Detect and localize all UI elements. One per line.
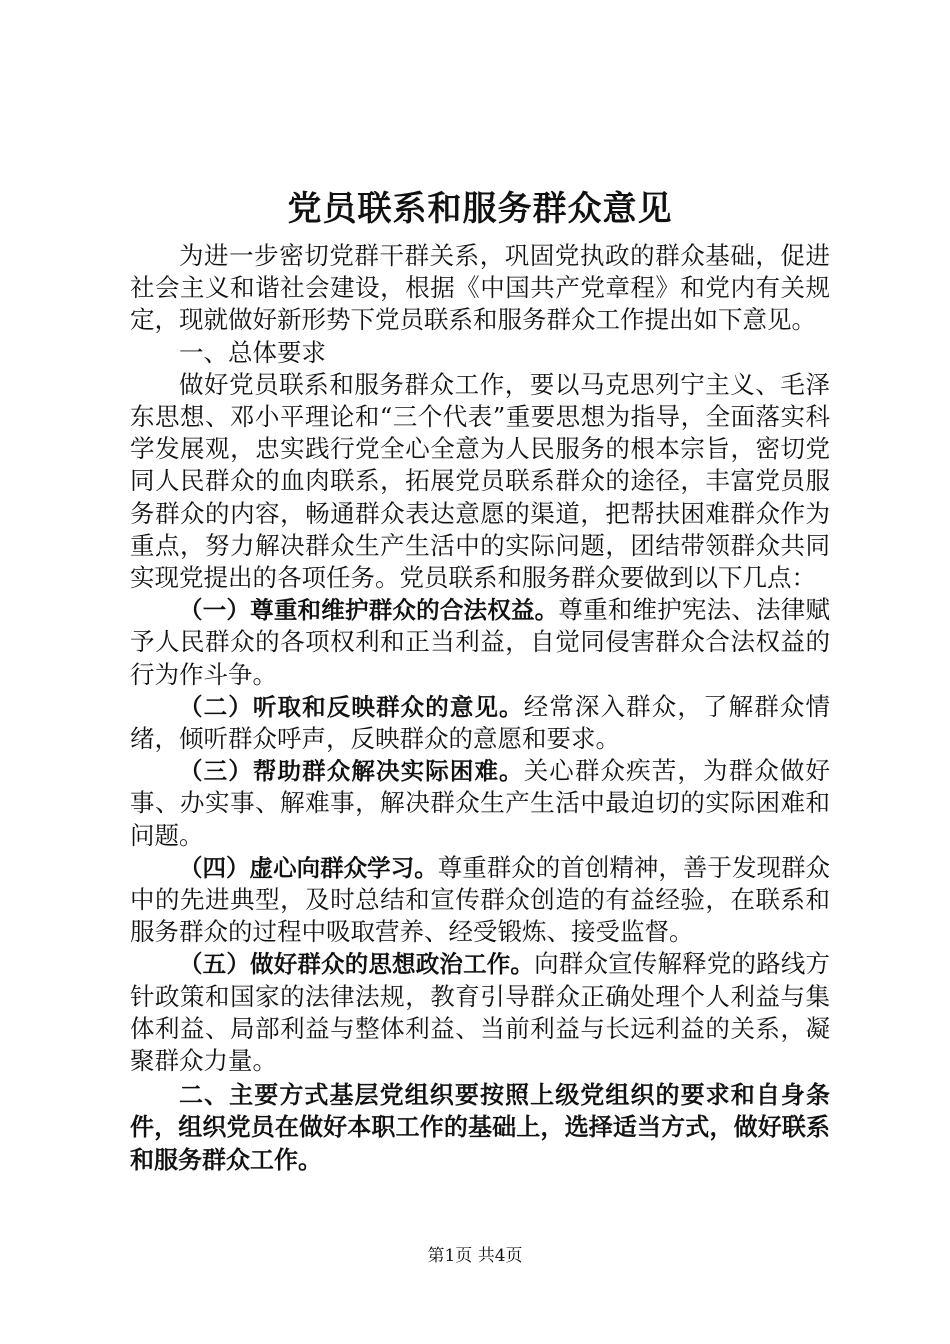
point-1-text: 尊重和维护宪法、法律赋予人民群众的各项权利和正当利益，自觉同侵害群众合法权益的行为作斗争。 (130, 595, 831, 689)
point-5-lead: （五）做好群众的思想政治工作。 (179, 950, 535, 979)
point-4 (130, 852, 830, 949)
section-heading-1: 一、总体要求 (179, 337, 326, 367)
point-2 (130, 691, 830, 755)
point-3-lead: （三）帮助群众解决实际困难。 (179, 757, 524, 786)
point-4-lead: （四）虚心向群众学习。 (179, 853, 438, 882)
point-3 (130, 755, 830, 852)
section-1-body: 做好党员联系和服务群众工作，要以马克思列宁主义、毛泽东思想、邓小平理论和“三个代表”重要思想为指导，全面落实科学发展观，忠实践行党全心全意为人民服务的根本宗旨，密切党同人民群众的血肉联系，拓展党员联系群众的途径，丰富党员服务群众的内容，畅通群众表达意愿的渠道，把帮扶困难群众作为重点，努力解决群众生产生活中的实际问题，团结带领群众共同实现党提出的各项任务。党员联系和服务群众要做到以下几点： (130, 369, 830, 593)
page-number-footer: 第1页 共4页 (427, 1246, 523, 1266)
point-2-text: 经常深入群众，了解群众情绪，倾听群众呼声，反映群众的意愿和要求。 (130, 691, 831, 754)
document-page (130, 182, 830, 1176)
point-5 (130, 948, 830, 1077)
point-2-lead: （二）听取和反映群众的意见。 (179, 692, 524, 721)
intro-paragraph: 为进一步密切党群干群关系，巩固党执政的群众基础，促进社会主义和谐社会建设，根据《中国共产党章程》和党内有关规定，现就做好新形势下党员联系和服务群众工作提出如下意见。 (130, 241, 830, 335)
point-4-text: 尊重群众的首创精神，善于发现群众中的先进典型，及时总结和宣传群众创造的有益经验，在联系和服务群众的过程中吸取营养、经受锻炼、接受监督。 (130, 852, 831, 947)
point-1 (130, 594, 830, 691)
point-5-text: 向群众宣传解释党的路线方针政策和国家的法律法规，教育引导群众正确处理个人利益与集体利益、局部利益与整体利益、当前利益与长远利益的关系，凝聚群众力量。 (130, 949, 831, 1076)
point-3-text: 关心群众疾苦，为群众做好事、办实事、解难事，解决群众生产生活中最迫切的实际困难和问题。 (130, 756, 831, 850)
document-title: 党员联系和服务群众意见 (287, 189, 673, 229)
section-2-paragraph: 二、主要方式基层党组织要按照上级党组织的要求和自身条件，组织党员在做好本职工作的基础上，选择适当方式，做好联系和服务群众工作。 (130, 1081, 830, 1174)
point-1-lead: （一）尊重和维护群众的合法权益。 (179, 596, 559, 625)
